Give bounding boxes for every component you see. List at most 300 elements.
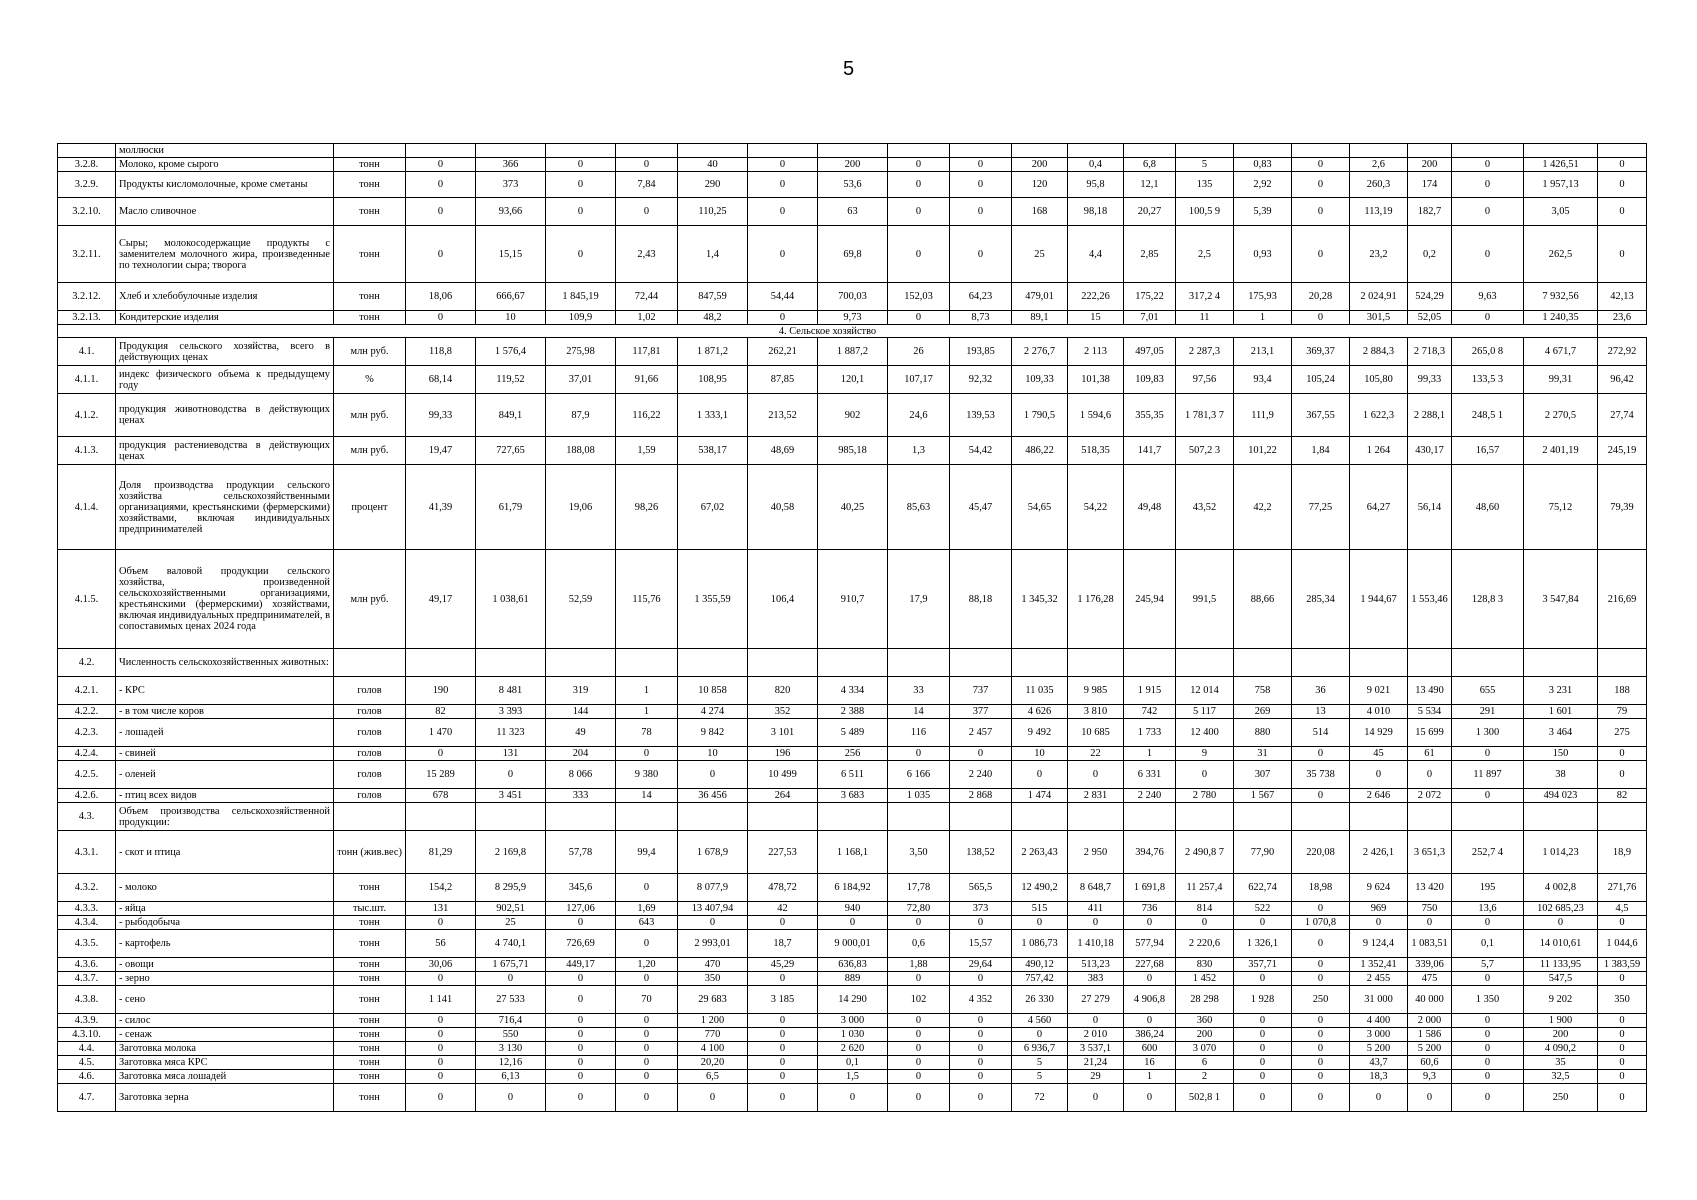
value-cell: 515 <box>1012 902 1068 916</box>
value-cell: 23,6 <box>1598 311 1647 325</box>
value-cell <box>1524 144 1598 158</box>
value-cell: 70 <box>616 986 678 1014</box>
row-unit: тонн <box>334 226 406 283</box>
value-cell: 2 780 <box>1176 789 1234 803</box>
value-cell: 0 <box>1292 311 1350 325</box>
value-cell: 0 <box>678 761 748 789</box>
value-cell: 1 586 <box>1408 1028 1452 1042</box>
row-unit <box>334 803 406 831</box>
value-cell: 96,42 <box>1598 366 1647 394</box>
value-cell: 0 <box>546 1042 616 1056</box>
row-unit: голов <box>334 761 406 789</box>
value-cell: 0 <box>1452 1042 1524 1056</box>
value-cell <box>748 803 818 831</box>
table-row <box>58 283 1647 311</box>
value-cell: 31 <box>1234 747 1292 761</box>
row-code: 4.4. <box>58 1042 116 1056</box>
row-code: 4.3.10. <box>58 1028 116 1042</box>
row-name: - скот и птица <box>116 831 334 874</box>
value-cell: 0 <box>616 972 678 986</box>
value-cell: 357,71 <box>1234 958 1292 972</box>
value-cell: 0 <box>1452 226 1524 283</box>
value-cell: 0 <box>406 1070 476 1084</box>
value-cell <box>616 649 678 677</box>
row-unit: тонн <box>334 1084 406 1112</box>
value-cell: 301,5 <box>1350 311 1408 325</box>
value-cell: 195 <box>1452 874 1524 902</box>
value-cell <box>1292 649 1350 677</box>
value-cell: 99,4 <box>616 831 678 874</box>
row-code: 4.3.6. <box>58 958 116 972</box>
value-cell: 43,52 <box>1176 465 1234 550</box>
value-cell: 17,78 <box>888 874 950 902</box>
value-cell: 27 279 <box>1068 986 1124 1014</box>
value-cell: 275,98 <box>546 338 616 366</box>
row-unit: тонн <box>334 311 406 325</box>
value-cell: 0 <box>1452 1070 1524 1084</box>
value-cell: 12,16 <box>476 1056 546 1070</box>
row-unit: тонн <box>334 172 406 198</box>
value-cell: 12 490,2 <box>1012 874 1068 902</box>
row-code: 4.5. <box>58 1056 116 1070</box>
value-cell: 369,37 <box>1292 338 1350 366</box>
table-row <box>58 311 1647 325</box>
value-cell: 196 <box>748 747 818 761</box>
value-cell: 849,1 <box>476 394 546 437</box>
value-cell: 0,93 <box>1234 226 1292 283</box>
section-row <box>58 325 1647 338</box>
value-cell <box>1124 803 1176 831</box>
value-cell: 1 168,1 <box>818 831 888 874</box>
row-code: 3.2.13. <box>58 311 116 325</box>
value-cell <box>1176 803 1234 831</box>
value-cell: 2 993,01 <box>678 930 748 958</box>
value-cell: 0,1 <box>818 1056 888 1070</box>
value-cell: 116 <box>888 719 950 747</box>
value-cell: 15 699 <box>1408 719 1452 747</box>
row-code: 4.3.7. <box>58 972 116 986</box>
value-cell: 655 <box>1452 677 1524 705</box>
value-cell: 200 <box>1176 1028 1234 1042</box>
value-cell: 10 499 <box>748 761 818 789</box>
value-cell: 0 <box>1234 1042 1292 1056</box>
value-cell: 13 407,94 <box>678 902 748 916</box>
value-cell <box>546 649 616 677</box>
value-cell: 1,69 <box>616 902 678 916</box>
value-cell: 8 481 <box>476 677 546 705</box>
row-unit: млн руб. <box>334 394 406 437</box>
row-code: 4.2.6. <box>58 789 116 803</box>
value-cell: 0,4 <box>1068 158 1124 172</box>
value-cell: 0 <box>546 1014 616 1028</box>
value-cell: 383 <box>1068 972 1124 986</box>
value-cell: 63 <box>818 198 888 226</box>
row-name: - силос <box>116 1014 334 1028</box>
value-cell: 99,33 <box>1408 366 1452 394</box>
value-cell: 513,23 <box>1068 958 1124 972</box>
value-cell <box>476 144 546 158</box>
value-cell: 30,06 <box>406 958 476 972</box>
value-cell: 40,25 <box>818 465 888 550</box>
value-cell: 154,2 <box>406 874 476 902</box>
value-cell: 3 810 <box>1068 705 1124 719</box>
value-cell: 3,05 <box>1524 198 1598 226</box>
value-cell: 42,13 <box>1598 283 1647 311</box>
value-cell: 0 <box>616 198 678 226</box>
value-cell: 1 601 <box>1524 705 1598 719</box>
value-cell: 1 200 <box>678 1014 748 1028</box>
value-cell: 1 887,2 <box>818 338 888 366</box>
value-cell: 0 <box>616 930 678 958</box>
value-cell: 4 010 <box>1350 705 1408 719</box>
row-unit: тонн <box>334 1056 406 1070</box>
value-cell <box>1124 649 1176 677</box>
value-cell: 0 <box>1124 1014 1176 1028</box>
value-cell: 245,94 <box>1124 550 1176 649</box>
value-cell: 108,95 <box>678 366 748 394</box>
value-cell: 0 <box>950 1028 1012 1042</box>
value-cell: 643 <box>616 916 678 930</box>
value-cell: 117,81 <box>616 338 678 366</box>
value-cell: 9 842 <box>678 719 748 747</box>
value-cell: 14 <box>888 705 950 719</box>
value-cell: 1 083,51 <box>1408 930 1452 958</box>
value-cell: 345,6 <box>546 874 616 902</box>
value-cell: 2 169,8 <box>476 831 546 874</box>
value-cell: 350 <box>1598 986 1647 1014</box>
value-cell <box>818 803 888 831</box>
value-cell: 494 023 <box>1524 789 1598 803</box>
value-cell: 291 <box>1452 705 1524 719</box>
value-cell: 35 738 <box>1292 761 1350 789</box>
row-code: 4.2.3. <box>58 719 116 747</box>
row-unit: млн руб. <box>334 550 406 649</box>
row-name: Продукция сельского хозяйства, всего в действующих ценах <box>116 338 334 366</box>
value-cell: 0 <box>1292 158 1350 172</box>
value-cell: 0 <box>1598 916 1647 930</box>
value-cell: 227,53 <box>748 831 818 874</box>
value-cell: 350 <box>678 972 748 986</box>
value-cell: 10 685 <box>1068 719 1124 747</box>
value-cell: 10 <box>476 311 546 325</box>
table-row <box>58 394 1647 437</box>
value-cell: 81,29 <box>406 831 476 874</box>
value-cell: 52,05 <box>1408 311 1452 325</box>
value-cell: 0 <box>1292 1014 1350 1028</box>
value-cell: 101,38 <box>1068 366 1124 394</box>
value-cell: 2 <box>1176 1070 1234 1084</box>
value-cell: 2 220,6 <box>1176 930 1234 958</box>
value-cell: 24,6 <box>888 394 950 437</box>
value-cell: 2 884,3 <box>1350 338 1408 366</box>
value-cell: 3 651,3 <box>1408 831 1452 874</box>
value-cell: 31 000 <box>1350 986 1408 1014</box>
value-cell: 12,1 <box>1124 172 1176 198</box>
value-cell: 0 <box>748 1084 818 1112</box>
value-cell: 497,05 <box>1124 338 1176 366</box>
row-unit: тонн <box>334 158 406 172</box>
value-cell: 1,5 <box>818 1070 888 1084</box>
value-cell: 0 <box>1598 747 1647 761</box>
value-cell <box>818 144 888 158</box>
value-cell <box>1524 649 1598 677</box>
value-cell <box>1408 144 1452 158</box>
table-row <box>58 550 1647 649</box>
value-cell: 1 240,35 <box>1524 311 1598 325</box>
row-code: 3.2.9. <box>58 172 116 198</box>
value-cell: 3,50 <box>888 831 950 874</box>
value-cell: 0 <box>678 1084 748 1112</box>
value-cell: 8 077,9 <box>678 874 748 902</box>
value-cell <box>1234 144 1292 158</box>
value-cell: 0 <box>546 1084 616 1112</box>
value-cell: 307 <box>1234 761 1292 789</box>
value-cell: 61,79 <box>476 465 546 550</box>
row-code: 3.2.12. <box>58 283 116 311</box>
value-cell <box>476 803 546 831</box>
table-row <box>58 649 1647 677</box>
value-cell: 0 <box>1068 1014 1124 1028</box>
value-cell: 0 <box>1452 747 1524 761</box>
value-cell: 1 426,51 <box>1524 158 1598 172</box>
value-cell <box>1234 803 1292 831</box>
value-cell: 0 <box>616 1014 678 1028</box>
value-cell: 991,5 <box>1176 550 1234 649</box>
value-cell: 449,17 <box>546 958 616 972</box>
value-cell <box>678 144 748 158</box>
value-cell: 0 <box>1452 1014 1524 1028</box>
value-cell <box>1292 144 1350 158</box>
value-cell: 367,55 <box>1292 394 1350 437</box>
value-cell: 0 <box>1292 1084 1350 1112</box>
value-cell: 18,98 <box>1292 874 1350 902</box>
value-cell: 1,4 <box>678 226 748 283</box>
row-name: Заготовка мяса лошадей <box>116 1070 334 1084</box>
value-cell: 1 733 <box>1124 719 1176 747</box>
value-cell: 175,22 <box>1124 283 1176 311</box>
value-cell: 518,35 <box>1068 437 1124 465</box>
value-cell: 3 393 <box>476 705 546 719</box>
row-name: Сыры; молокосодержащие продукты с заменителем молочного жира, произведенные по технологии сыра; творога <box>116 226 334 283</box>
value-cell: 0 <box>748 1014 818 1028</box>
value-cell: 757,42 <box>1012 972 1068 986</box>
value-cell: 67,02 <box>678 465 748 550</box>
row-unit: тонн <box>334 1070 406 1084</box>
value-cell: 1 350 <box>1452 986 1524 1014</box>
value-cell: 56,14 <box>1408 465 1452 550</box>
value-cell: 102 685,23 <box>1524 902 1598 916</box>
value-cell: 36 456 <box>678 789 748 803</box>
value-cell: 0 <box>1452 789 1524 803</box>
value-cell <box>1452 144 1524 158</box>
value-cell: 0 <box>1598 226 1647 283</box>
value-cell: 220,08 <box>1292 831 1350 874</box>
value-cell: 79 <box>1598 705 1647 719</box>
value-cell: 538,17 <box>678 437 748 465</box>
value-cell <box>1524 803 1598 831</box>
value-cell: 135 <box>1176 172 1234 198</box>
value-cell: 10 858 <box>678 677 748 705</box>
value-cell: 260,3 <box>1350 172 1408 198</box>
value-cell: 98,26 <box>616 465 678 550</box>
value-cell: 479,01 <box>1012 283 1068 311</box>
value-cell: 0 <box>616 747 678 761</box>
table-row <box>58 144 1647 158</box>
value-cell: 0 <box>1408 916 1452 930</box>
value-cell: 0 <box>1292 747 1350 761</box>
value-cell: 0 <box>1452 172 1524 198</box>
value-cell: 0 <box>1408 1084 1452 1112</box>
value-cell: 1 035 <box>888 789 950 803</box>
value-cell: 373 <box>476 172 546 198</box>
value-cell: 507,2 3 <box>1176 437 1234 465</box>
value-cell: 0 <box>1598 172 1647 198</box>
value-cell: 227,68 <box>1124 958 1176 972</box>
value-cell: 0 <box>1068 1084 1124 1112</box>
value-cell: 1 141 <box>406 986 476 1014</box>
value-cell: 0 <box>950 916 1012 930</box>
value-cell: 262,21 <box>748 338 818 366</box>
value-cell: 105,80 <box>1350 366 1408 394</box>
value-cell: 87,85 <box>748 366 818 394</box>
value-cell: 2 718,3 <box>1408 338 1452 366</box>
row-name: - картофель <box>116 930 334 958</box>
value-cell: 182,7 <box>1408 198 1452 226</box>
value-cell: 2 263,43 <box>1012 831 1068 874</box>
value-cell: 11 897 <box>1452 761 1524 789</box>
table-row <box>58 465 1647 550</box>
value-cell <box>1012 649 1068 677</box>
value-cell: 0 <box>748 1056 818 1070</box>
value-cell: 35 <box>1524 1056 1598 1070</box>
value-cell: 0 <box>678 916 748 930</box>
page-number: 5 <box>842 58 855 80</box>
value-cell: 0 <box>406 226 476 283</box>
value-cell: 0 <box>1452 158 1524 172</box>
value-cell: 2 113 <box>1068 338 1124 366</box>
value-cell <box>818 649 888 677</box>
value-cell: 106,4 <box>748 550 818 649</box>
value-cell <box>1176 144 1234 158</box>
row-name: Объем производства сельскохозяйственной продукции: <box>116 803 334 831</box>
value-cell <box>678 803 748 831</box>
value-cell: 0 <box>748 1028 818 1042</box>
value-cell: 0 <box>1452 1056 1524 1070</box>
value-cell: 120 <box>1012 172 1068 198</box>
value-cell: 1 086,73 <box>1012 930 1068 958</box>
value-cell: 4,4 <box>1068 226 1124 283</box>
table-row <box>58 1028 1647 1042</box>
value-cell: 0 <box>1598 1028 1647 1042</box>
value-cell: 0 <box>546 1070 616 1084</box>
value-cell <box>950 649 1012 677</box>
row-code: 4.7. <box>58 1084 116 1112</box>
value-cell: 139,53 <box>950 394 1012 437</box>
value-cell: 0 <box>950 172 1012 198</box>
value-cell: 0 <box>950 1084 1012 1112</box>
value-cell <box>406 649 476 677</box>
value-cell <box>888 649 950 677</box>
value-cell: 4 100 <box>678 1042 748 1056</box>
value-cell: 77,90 <box>1234 831 1292 874</box>
value-cell: 0 <box>406 747 476 761</box>
value-cell: 0 <box>950 972 1012 986</box>
value-cell: 0,1 <box>1452 930 1524 958</box>
value-cell: 1 326,1 <box>1234 930 1292 958</box>
row-unit: млн руб. <box>334 338 406 366</box>
value-cell: 3 683 <box>818 789 888 803</box>
value-cell: 0 <box>1598 1070 1647 1084</box>
value-cell: 2,43 <box>616 226 678 283</box>
value-cell: 91,66 <box>616 366 678 394</box>
value-cell <box>1452 803 1524 831</box>
value-cell: 3 464 <box>1524 719 1598 747</box>
value-cell: 0 <box>1292 1028 1350 1042</box>
value-cell <box>616 144 678 158</box>
value-cell: 1 474 <box>1012 789 1068 803</box>
value-cell <box>748 144 818 158</box>
row-name: Численность сельскохозяйственных животных: <box>116 649 334 677</box>
value-cell: 5 200 <box>1408 1042 1452 1056</box>
value-cell: 1 845,19 <box>546 283 616 311</box>
row-unit: тонн <box>334 916 406 930</box>
value-cell: 19,47 <box>406 437 476 465</box>
value-cell: 1 030 <box>818 1028 888 1042</box>
table-row <box>58 1014 1647 1028</box>
table-row <box>58 902 1647 916</box>
value-cell: 72,80 <box>888 902 950 916</box>
row-name: продукция растениеводства в действующих ценах <box>116 437 334 465</box>
value-cell <box>1598 803 1647 831</box>
value-cell: 902 <box>818 394 888 437</box>
value-cell: 0 <box>1234 1070 1292 1084</box>
value-cell: 0 <box>1598 1042 1647 1056</box>
value-cell: 814 <box>1176 902 1234 916</box>
value-cell: 0 <box>888 1070 950 1084</box>
value-cell: 0 <box>1292 930 1350 958</box>
value-cell: 0 <box>1124 1084 1176 1112</box>
value-cell: 985,18 <box>818 437 888 465</box>
value-cell: 1 452 <box>1176 972 1234 986</box>
value-cell: 2 276,7 <box>1012 338 1068 366</box>
value-cell: 29,64 <box>950 958 1012 972</box>
value-cell: 4 334 <box>818 677 888 705</box>
table-row <box>58 338 1647 366</box>
value-cell: 1 <box>1124 1070 1176 1084</box>
value-cell: 53,6 <box>818 172 888 198</box>
value-cell: 0 <box>406 1084 476 1112</box>
value-cell: 0 <box>1452 1028 1524 1042</box>
value-cell: 2 455 <box>1350 972 1408 986</box>
value-cell: 636,83 <box>818 958 888 972</box>
value-cell: 109,9 <box>546 311 616 325</box>
value-cell: 522 <box>1234 902 1292 916</box>
value-cell: 0 <box>950 1042 1012 1056</box>
value-cell: 0 <box>406 1056 476 1070</box>
value-cell: 3 537,1 <box>1068 1042 1124 1056</box>
value-cell: 1,84 <box>1292 437 1350 465</box>
value-cell: 1 622,3 <box>1350 394 1408 437</box>
value-cell: 6 331 <box>1124 761 1176 789</box>
row-unit <box>334 144 406 158</box>
value-cell: 110,25 <box>678 198 748 226</box>
value-cell: 1 957,13 <box>1524 172 1598 198</box>
value-cell: 127,06 <box>546 902 616 916</box>
value-cell: 8,73 <box>950 311 1012 325</box>
table-row <box>58 1056 1647 1070</box>
value-cell: 0 <box>406 1028 476 1042</box>
value-cell: 250 <box>1292 986 1350 1014</box>
